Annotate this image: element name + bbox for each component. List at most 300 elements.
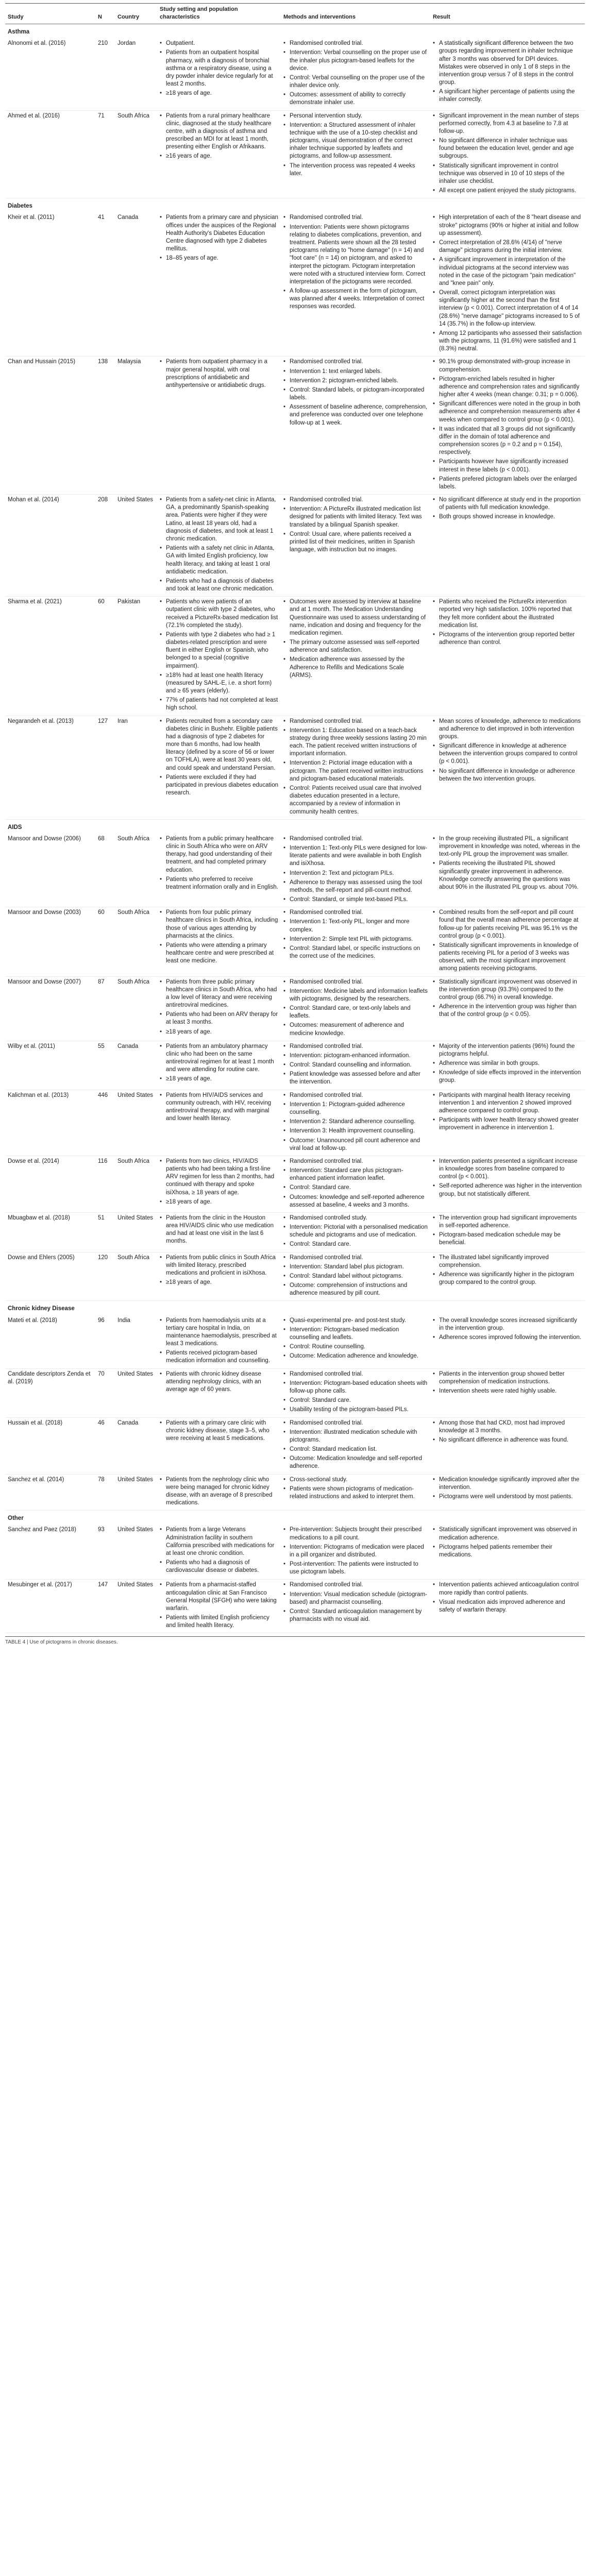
bullet-item bbox=[283, 1158, 428, 1165]
bullet-item bbox=[283, 870, 428, 877]
bullet-item bbox=[283, 1476, 428, 1484]
bullet-icon: • bbox=[283, 40, 286, 47]
bullet-text: Participants with lower health literacy showed greater improvement in adherence in intervention 1. bbox=[439, 1117, 579, 1131]
cell-n: 446 bbox=[95, 1090, 115, 1156]
bullet-icon: • bbox=[160, 214, 162, 221]
cell-country: Canada bbox=[115, 1041, 157, 1090]
cell-n: 87 bbox=[95, 976, 115, 1041]
bullet-item bbox=[433, 289, 582, 328]
bullet-icon: • bbox=[160, 876, 162, 883]
cell-study: Dowse et al. (2014) bbox=[5, 1156, 95, 1212]
bullet-text: Medication adherence was assessed by the Adherence to Refills and Medications Scale (ARMS). bbox=[290, 656, 405, 679]
bullet-text: Adherence scores improved following the intervention. bbox=[439, 1334, 582, 1341]
cell-result bbox=[430, 1474, 585, 1511]
bullet-icon: • bbox=[433, 1582, 435, 1588]
bullet-icon: • bbox=[283, 1317, 286, 1324]
bullet-text: Majority of the intervention patients (96%) found the pictograms helpful. bbox=[439, 1043, 575, 1057]
table-row bbox=[5, 1417, 585, 1474]
bullet-item bbox=[433, 137, 582, 161]
bullet-item bbox=[160, 496, 278, 543]
bullet-text: Cross-sectional study. bbox=[290, 1476, 348, 1483]
bullet-item bbox=[160, 358, 278, 389]
bullet-text: A statistically significant difference between the two groups regarding improvement in inhaler technique after 3 months was observed for DPI devices. Mistakes were observed in only 1 of 8 steps in the intervention group versus 7 of 8 steps in the control group. bbox=[439, 40, 574, 86]
bullet-item bbox=[433, 1387, 582, 1395]
bullet-item bbox=[160, 214, 278, 253]
bullet-item bbox=[283, 785, 428, 816]
bullet-item bbox=[433, 1092, 582, 1115]
bullet-icon: • bbox=[433, 214, 435, 221]
cell-result bbox=[430, 1252, 585, 1301]
bullet-item bbox=[283, 918, 428, 934]
bullet-item bbox=[283, 1526, 428, 1541]
bullet-icon: • bbox=[160, 1582, 162, 1588]
cell-country: South Africa bbox=[115, 976, 157, 1041]
bullet-icon: • bbox=[283, 1326, 286, 1333]
bullet-item bbox=[160, 49, 278, 88]
bullet-icon: • bbox=[283, 760, 286, 767]
bullet-icon: • bbox=[283, 1591, 286, 1598]
bullet-item bbox=[433, 1060, 582, 1067]
bullet-icon: • bbox=[160, 1028, 162, 1035]
bullet-item bbox=[433, 40, 582, 87]
bullet-text: Patients from a large Veterans Administration facility in southern California prescribed with medications for at least one chronic condition. bbox=[166, 1527, 275, 1556]
bullet-text: A follow-up assessment in the form of pictogram, was planned after 4 weeks. Interpretation of correct responses was recorded. bbox=[290, 288, 425, 310]
bullet-icon: • bbox=[433, 1183, 435, 1190]
bullet-text: Control: Standard counselling and information. bbox=[290, 1062, 412, 1069]
bullet-text: Patients in the intervention group showed better comprehension of medication instructions. bbox=[439, 1370, 565, 1385]
bullet-item bbox=[433, 162, 582, 186]
table-row bbox=[5, 212, 585, 356]
bullet-text: Adherence was similar in both groups. bbox=[439, 1060, 540, 1067]
cell-setting bbox=[157, 1156, 281, 1212]
bullet-text: No significant difference in inhaler technique was found between the education level, gender and age subgroups. bbox=[439, 138, 574, 160]
cell-methods bbox=[281, 1580, 430, 1633]
cell-study: Kalichman et al. (2013) bbox=[5, 1090, 95, 1156]
bullet-text: Intervention: Verbal counselling on the proper use of the inhaler plus pictogram-based leaflets for the device. bbox=[290, 49, 427, 72]
bullet-icon: • bbox=[283, 1561, 286, 1568]
cell-country: Canada bbox=[115, 212, 157, 356]
bullet-item bbox=[283, 1071, 428, 1086]
bullet-text: Visual medication aids improved adherence and safety of warfarin therapy. bbox=[439, 1599, 565, 1613]
bullet-text: Randomised controlled trial. bbox=[290, 1370, 363, 1377]
bullet-icon: • bbox=[160, 1279, 162, 1286]
cell-country: South Africa bbox=[115, 1252, 157, 1301]
bullet-text: Pre-intervention: Subjects brought their prescribed medications to a pill count. bbox=[290, 1527, 422, 1541]
bullet-text: Patients with chronic kidney disease attending nephrology clinics, with an average age of 60 years. bbox=[166, 1370, 261, 1393]
bullet-icon: • bbox=[433, 599, 435, 605]
bullet-text: Patients from public clinics in South Africa with limited literacy, prescribed medications and proficient in isiXhosa. bbox=[166, 1254, 276, 1276]
bullet-item bbox=[160, 1075, 278, 1083]
bullet-item bbox=[433, 1182, 582, 1198]
bullet-text: 77% of patients had not completed at least high school. bbox=[166, 697, 278, 711]
bullet-item bbox=[283, 1446, 428, 1453]
bullet-text: It was indicated that all 3 groups did not significantly differ in the domain of total adherence and comprehension scores (p = 0.2 and p = 0.154), respectively. bbox=[439, 426, 576, 456]
bullet-item bbox=[433, 239, 582, 255]
bullet-icon: • bbox=[283, 506, 286, 513]
bullet-text: Randomised controlled study. bbox=[290, 1214, 367, 1221]
bullet-item bbox=[160, 1092, 278, 1123]
bullet-text: Intervention: Patients were shown pictograms relating to diabetes complications, prevention, and treatment. Patients were shown all the 28 tested pictograms relating to "home damage" (n = 14) and "foot care" (n = 14) on pictogram, and asked to interpret the pictogram. Pictogram interpretation were noted with a structured interview form. Correct interpretation of the pictograms were recorded. bbox=[290, 224, 426, 285]
cell-result bbox=[430, 1041, 585, 1090]
table-row bbox=[5, 1156, 585, 1212]
bullet-text: Outcomes: assessment of ability to correctly demonstrate inhaler use. bbox=[290, 92, 406, 106]
bullet-icon: • bbox=[283, 936, 286, 942]
cell-study: Sanchez and Paez (2018) bbox=[5, 1524, 95, 1580]
bullet-icon: • bbox=[283, 845, 286, 852]
cell-country: United States bbox=[115, 1368, 157, 1417]
cell-setting bbox=[157, 1315, 281, 1369]
cell-setting bbox=[157, 1090, 281, 1156]
bullet-text: Intervention: Pictorial with a personalised medication schedule and pictograms and use of medication. bbox=[290, 1224, 428, 1239]
bullet-item bbox=[283, 74, 428, 90]
bullet-text: Intervention: A PictureRx illustrated medication list designed for patients with limited literacy. Text was translated by a bilingual Spanish speaker. bbox=[290, 506, 422, 528]
bullet-text: Randomised controlled trial. bbox=[290, 1419, 363, 1426]
cell-n: 60 bbox=[95, 907, 115, 976]
bullet-text: Statistically significant improvement was observed in the intervention group (93.3%) compared to the control group (66.7%) in overall knowledge. bbox=[439, 978, 577, 1001]
bullet-icon: • bbox=[433, 1070, 435, 1076]
bullet-icon: • bbox=[283, 1062, 286, 1069]
bullet-icon: • bbox=[283, 1419, 286, 1426]
bullet-item bbox=[433, 513, 582, 521]
cell-methods bbox=[281, 495, 430, 597]
bullet-item bbox=[433, 496, 582, 512]
bullet-icon: • bbox=[160, 835, 162, 842]
cell-setting bbox=[157, 597, 281, 716]
bullet-item bbox=[433, 742, 582, 766]
bullet-item bbox=[433, 1231, 582, 1247]
bullet-text: 90.1% group demonstrated with-group increase in comprehension. bbox=[439, 359, 570, 373]
bullet-icon: • bbox=[160, 153, 162, 160]
cell-result bbox=[430, 1315, 585, 1369]
bullet-item bbox=[433, 1003, 582, 1019]
bullet-item bbox=[433, 376, 582, 399]
bullet-item bbox=[283, 1043, 428, 1050]
bullet-text: Control: Standard care, or text-only labels and leaflets. bbox=[290, 1005, 411, 1020]
bullet-icon: • bbox=[283, 368, 286, 375]
bullet-text: Self-reported adherence was higher in the intervention group, but not statistically different. bbox=[439, 1183, 582, 1197]
cell-country: Canada bbox=[115, 1417, 157, 1474]
bullet-item bbox=[283, 945, 428, 960]
bullet-icon: • bbox=[283, 1582, 286, 1588]
bullet-text: ≥18 years of age. bbox=[166, 1028, 212, 1035]
cell-methods bbox=[281, 38, 430, 110]
cell-setting bbox=[157, 1474, 281, 1511]
bullet-text: Patients from HIV/AIDS services and community outreach, with HIV, receiving antiretroviral therapy, and with marginal and lower health literacy. bbox=[166, 1092, 272, 1122]
bullet-text: Randomised controlled trial. bbox=[290, 1043, 363, 1049]
section-row bbox=[5, 1301, 585, 1315]
cell-country: Jordan bbox=[115, 38, 157, 110]
table-row bbox=[5, 38, 585, 110]
bullet-item bbox=[283, 1343, 428, 1351]
bullet-icon: • bbox=[433, 1334, 435, 1341]
bullet-item bbox=[160, 1028, 278, 1036]
bullet-icon: • bbox=[433, 290, 435, 296]
bullet-text: Patients who preferred to receive treatment information orally and in English. bbox=[166, 876, 278, 890]
bullet-item bbox=[283, 91, 428, 107]
bullet-item bbox=[160, 672, 278, 696]
cell-result bbox=[430, 495, 585, 597]
bullet-icon: • bbox=[160, 672, 162, 679]
bullet-text: Patients received pictogram-based medication information and counselling. bbox=[166, 1350, 271, 1364]
bullet-text: Personal intervention study. bbox=[290, 112, 363, 119]
bullet-icon: • bbox=[283, 1344, 286, 1350]
bullet-text: Control: Standard care. bbox=[290, 1397, 351, 1404]
cell-result bbox=[430, 1212, 585, 1252]
cell-methods bbox=[281, 110, 430, 198]
bullet-icon: • bbox=[433, 1232, 435, 1239]
cell-n: 78 bbox=[95, 1474, 115, 1511]
bullet-text: Control: Standard label, or specific instructions on the correct use of the medicines. bbox=[290, 945, 420, 960]
cell-study: Sanchez et al. (2014) bbox=[5, 1474, 95, 1511]
bullet-text: Intervention 2: Pictorial image education with a pictogram. The patient received written instructions and pictogram-based educational materials. bbox=[290, 760, 424, 782]
bullet-text: Control: Standard, or simple text-based PILs. bbox=[290, 896, 408, 903]
bullet-text: Randomised controlled trial. bbox=[290, 718, 363, 724]
bullet-text: Intervention: Pictogram-based medication counselling and leaflets. bbox=[290, 1326, 399, 1341]
bullet-icon: • bbox=[160, 1419, 162, 1426]
cell-setting bbox=[157, 1580, 281, 1633]
bullet-icon: • bbox=[283, 1005, 286, 1012]
bullet-text: A significant higher percentage of patients using the inhaler correctly. bbox=[439, 89, 575, 103]
bullet-icon: • bbox=[160, 1011, 162, 1018]
bullet-icon: • bbox=[283, 1052, 286, 1059]
bullet-item bbox=[283, 112, 428, 120]
bullet-text: Statistically significant improvements in knowledge of patients receiving PIL for a period of 3 weeks was observed, with the most significant improvement among patients receiving pictograms. bbox=[439, 942, 579, 972]
bullet-icon: • bbox=[160, 1214, 162, 1221]
cell-result bbox=[430, 1156, 585, 1212]
bullet-icon: • bbox=[160, 1615, 162, 1621]
table-row bbox=[5, 1368, 585, 1417]
bullet-text: Patients with limited English proficiency and limited health literacy. bbox=[166, 1615, 269, 1629]
bullet-icon: • bbox=[283, 978, 286, 985]
cell-methods bbox=[281, 1252, 430, 1301]
bullet-text: Control: Standard labels, or pictogram-incorporated labels. bbox=[290, 386, 425, 401]
bullet-icon: • bbox=[283, 359, 286, 365]
bullet-item bbox=[160, 909, 278, 940]
bullet-item bbox=[283, 358, 428, 366]
cell-methods bbox=[281, 907, 430, 976]
bullet-icon: • bbox=[433, 768, 435, 774]
bullet-icon: • bbox=[283, 1353, 286, 1360]
bullet-item bbox=[283, 639, 428, 654]
bullet-item bbox=[160, 1043, 278, 1074]
bullet-item bbox=[283, 386, 428, 402]
bullet-icon: • bbox=[160, 359, 162, 365]
bullet-text: Intervention: Standard label plus pictogram. bbox=[290, 1263, 404, 1270]
bullet-item bbox=[283, 1455, 428, 1470]
cell-n: 55 bbox=[95, 1041, 115, 1090]
bullet-item bbox=[160, 876, 278, 891]
bullet-icon: • bbox=[283, 288, 286, 295]
bullet-item bbox=[433, 1158, 582, 1181]
bullet-icon: • bbox=[283, 919, 286, 925]
bullet-text: Combined results from the self-report and pill count found that the overall mean adherence percentage at follow-up for patients receiving PIL was 95.1% vs the control group (p < 0.001). bbox=[439, 909, 579, 939]
cell-country: United States bbox=[115, 1212, 157, 1252]
bullet-icon: • bbox=[160, 1370, 162, 1377]
bullet-text: Intervention: a Structured assessment of inhaler technique with the use of a 10-step checklist and pictograms, visual demonstration of the correct inhaler technique supported by leaflets and pictograms, and follow-up assessment. bbox=[290, 122, 418, 160]
bullet-text: Control: Usual care, where patients received a printed list of their medicines, written in Spanish language, with instruction but no images. bbox=[290, 531, 415, 553]
bullet-text: A significant improvement in interpretation of the individual pictograms at the second interview was noted in the case of the pictogram "pain medication" and "knee pain" only. bbox=[439, 257, 576, 286]
bullet-item bbox=[160, 1198, 278, 1206]
bullet-text: Patients from a safety-net clinic in Atlanta, GA, a predominantly Spanish-speaking area. Patients were higher if they were Latino, at least 18 years old, had a diagnosis of diabetes, and took at least 1 chronic medication. bbox=[166, 497, 276, 542]
bullet-icon: • bbox=[433, 112, 435, 119]
table-row bbox=[5, 976, 585, 1041]
cell-country: United States bbox=[115, 1474, 157, 1511]
bullet-text: Among those that had CKD, most had improved knowledge at 3 months. bbox=[439, 1419, 565, 1434]
bullet-icon: • bbox=[283, 727, 286, 734]
cell-country: South Africa bbox=[115, 834, 157, 907]
bullet-item bbox=[283, 1005, 428, 1020]
bullet-text: Randomised controlled trial. bbox=[290, 359, 363, 365]
bullet-text: Significant differences were noted in the group in both adherence and comprehension measurements after 4 weeks when compared to control group (p < 0.001). bbox=[439, 401, 581, 423]
bullet-text: Assessment of baseline adherence, comprehension, and preference was conducted over one telephone follow-up at 1 week. bbox=[290, 404, 428, 426]
bullet-text: Participants with marginal health literacy receiving intervention 1 and intervention 2 showed improved adherence compared to control group. bbox=[439, 1092, 571, 1114]
bullet-icon: • bbox=[160, 599, 162, 605]
bullet-item bbox=[283, 1137, 428, 1153]
table-row bbox=[5, 1474, 585, 1511]
bullet-icon: • bbox=[283, 214, 286, 221]
cell-setting bbox=[157, 834, 281, 907]
bullet-icon: • bbox=[433, 1060, 435, 1067]
bullet-text: ≥18 years of age. bbox=[166, 1076, 212, 1082]
bullet-text: Outcome: Unannounced pill count adherence and viral load at follow-up. bbox=[290, 1137, 420, 1151]
bullet-item bbox=[160, 1349, 278, 1365]
cell-setting bbox=[157, 357, 281, 495]
cell-methods bbox=[281, 212, 430, 356]
bullet-icon: • bbox=[283, 785, 286, 791]
bullet-icon: • bbox=[160, 1158, 162, 1164]
bullet-item bbox=[160, 112, 278, 151]
bullet-text: Randomised controlled trial. bbox=[290, 497, 363, 503]
bullet-item bbox=[160, 1559, 278, 1574]
bullet-icon: • bbox=[283, 1254, 286, 1261]
bullet-icon: • bbox=[283, 1224, 286, 1231]
bullet-icon: • bbox=[433, 1544, 435, 1550]
bullet-text: Quasi-experimental pre- and post-test study. bbox=[290, 1317, 407, 1324]
bullet-item bbox=[433, 1544, 582, 1559]
cell-setting bbox=[157, 1212, 281, 1252]
bullet-icon: • bbox=[283, 162, 286, 169]
bullet-icon: • bbox=[283, 1455, 286, 1462]
bullet-text: Intervention: Standard care plus pictogram-enhanced patient information leaflet. bbox=[290, 1167, 403, 1182]
bullet-icon: • bbox=[283, 1527, 286, 1533]
bullet-item bbox=[283, 505, 428, 529]
bullet-text: Mean scores of knowledge, adherence to medications and adherence to diet improved in both intervention groups. bbox=[439, 718, 581, 740]
bullet-icon: • bbox=[160, 545, 162, 552]
bullet-icon: • bbox=[283, 1118, 286, 1125]
bullet-item bbox=[433, 476, 582, 491]
bullet-icon: • bbox=[283, 909, 286, 916]
bullet-icon: • bbox=[160, 978, 162, 985]
bullet-icon: • bbox=[283, 1370, 286, 1377]
bullet-text: Intervention patients presented a significant increase in knowledge scores from baseline compared to control (p < 0.001). bbox=[439, 1158, 578, 1180]
cell-n: 51 bbox=[95, 1212, 115, 1252]
cell-setting bbox=[157, 38, 281, 110]
cell-result bbox=[430, 597, 585, 716]
bullet-icon: • bbox=[283, 1092, 286, 1098]
bullet-text: Patients from a pharmacist-staffed anticoagulation clinic at San Francisco General Hospital (SFGH) who were taking warfarin. bbox=[166, 1582, 277, 1612]
section-title: Diabetes bbox=[5, 198, 585, 213]
bullet-item bbox=[283, 1370, 428, 1378]
cell-n: 210 bbox=[95, 38, 115, 110]
bullet-text: Statistically significant improvement was observed in medication adherence. bbox=[439, 1527, 577, 1541]
cell-methods bbox=[281, 1368, 430, 1417]
bullet-item bbox=[433, 598, 582, 630]
bullet-item bbox=[433, 358, 582, 374]
bullet-icon: • bbox=[433, 942, 435, 948]
bullet-icon: • bbox=[283, 1043, 286, 1049]
bullet-icon: • bbox=[283, 1608, 286, 1615]
bullet-item bbox=[160, 1581, 278, 1613]
cell-result bbox=[430, 38, 585, 110]
section-title: Other bbox=[5, 1511, 585, 1525]
bullet-icon: • bbox=[283, 404, 286, 411]
bullet-text: Adherence was significantly higher in the pictogram group compared to the control group. bbox=[439, 1271, 575, 1286]
bullet-item bbox=[283, 1397, 428, 1404]
bullet-icon: • bbox=[433, 909, 435, 916]
bullet-text: Randomised controlled trial. bbox=[290, 1092, 363, 1098]
bullet-icon: • bbox=[433, 138, 435, 144]
bullet-item bbox=[283, 1127, 428, 1135]
bullet-icon: • bbox=[433, 1043, 435, 1049]
bullet-item bbox=[433, 214, 582, 238]
bullet-item bbox=[283, 287, 428, 311]
bullet-item bbox=[283, 1608, 428, 1623]
bullet-icon: • bbox=[283, 497, 286, 503]
bullet-text: Intervention 1: Education based on a teach-back strategy during three weekly sessions lasting 20 min each. The patient received written instructions of important information. bbox=[290, 727, 427, 757]
bullet-text: Significant difference in knowledge at adherence between the intervention groups compared to control (p < 0.001). bbox=[439, 743, 578, 765]
bullet-item bbox=[160, 835, 278, 874]
bullet-icon: • bbox=[433, 860, 435, 867]
bullet-item bbox=[160, 978, 278, 1010]
section-row bbox=[5, 819, 585, 834]
bullet-item bbox=[433, 1436, 582, 1444]
bullet-icon: • bbox=[283, 1273, 286, 1279]
bullet-text: Intervention 3: Health improvement counselling. bbox=[290, 1128, 415, 1134]
bullet-item bbox=[160, 1419, 278, 1443]
bullet-item bbox=[283, 49, 428, 73]
bullet-icon: • bbox=[160, 697, 162, 704]
bullet-item bbox=[433, 426, 582, 457]
bullet-icon: • bbox=[433, 497, 435, 503]
bullet-icon: • bbox=[160, 1527, 162, 1533]
cell-n: 208 bbox=[95, 495, 115, 597]
bullet-text: The overall knowledge scores increased significantly in the intervention group. bbox=[439, 1317, 577, 1331]
bullet-item bbox=[160, 1476, 278, 1507]
bullet-icon: • bbox=[283, 1476, 286, 1483]
cell-setting bbox=[157, 110, 281, 198]
bullet-text: Patients were excluded if they had participated in previous diabetes education research. bbox=[166, 774, 279, 796]
bullet-item bbox=[433, 1493, 582, 1501]
bullet-item bbox=[283, 718, 428, 725]
cell-country: Iran bbox=[115, 716, 157, 819]
cell-result bbox=[430, 716, 585, 819]
bullet-item bbox=[283, 1194, 428, 1209]
bullet-item bbox=[283, 1273, 428, 1280]
bullet-text: Patients with type 2 diabetes who had ≥ 1 diabetes-related prescription and were fluent in either English or Spanish, who belonged to a special (cognitive impairment). bbox=[166, 631, 276, 669]
bullet-text: Randomised controlled trial. bbox=[290, 909, 363, 916]
bullet-item bbox=[160, 598, 278, 630]
bullet-text: Intervention: illustrated medication schedule with pictograms. bbox=[290, 1429, 417, 1443]
bullet-icon: • bbox=[160, 90, 162, 97]
bullet-text: ≥18% had at least one health literacy (measured by SAHL-E, i.e. a short form) and ≥ 65 years (elderly). bbox=[166, 672, 272, 694]
bullet-icon: • bbox=[433, 514, 435, 520]
bullet-item bbox=[283, 1101, 428, 1116]
bullet-icon: • bbox=[433, 1117, 435, 1124]
cell-methods bbox=[281, 1315, 430, 1369]
cell-methods bbox=[281, 1417, 430, 1474]
cell-n: 46 bbox=[95, 1417, 115, 1474]
bullet-item bbox=[160, 1317, 278, 1348]
